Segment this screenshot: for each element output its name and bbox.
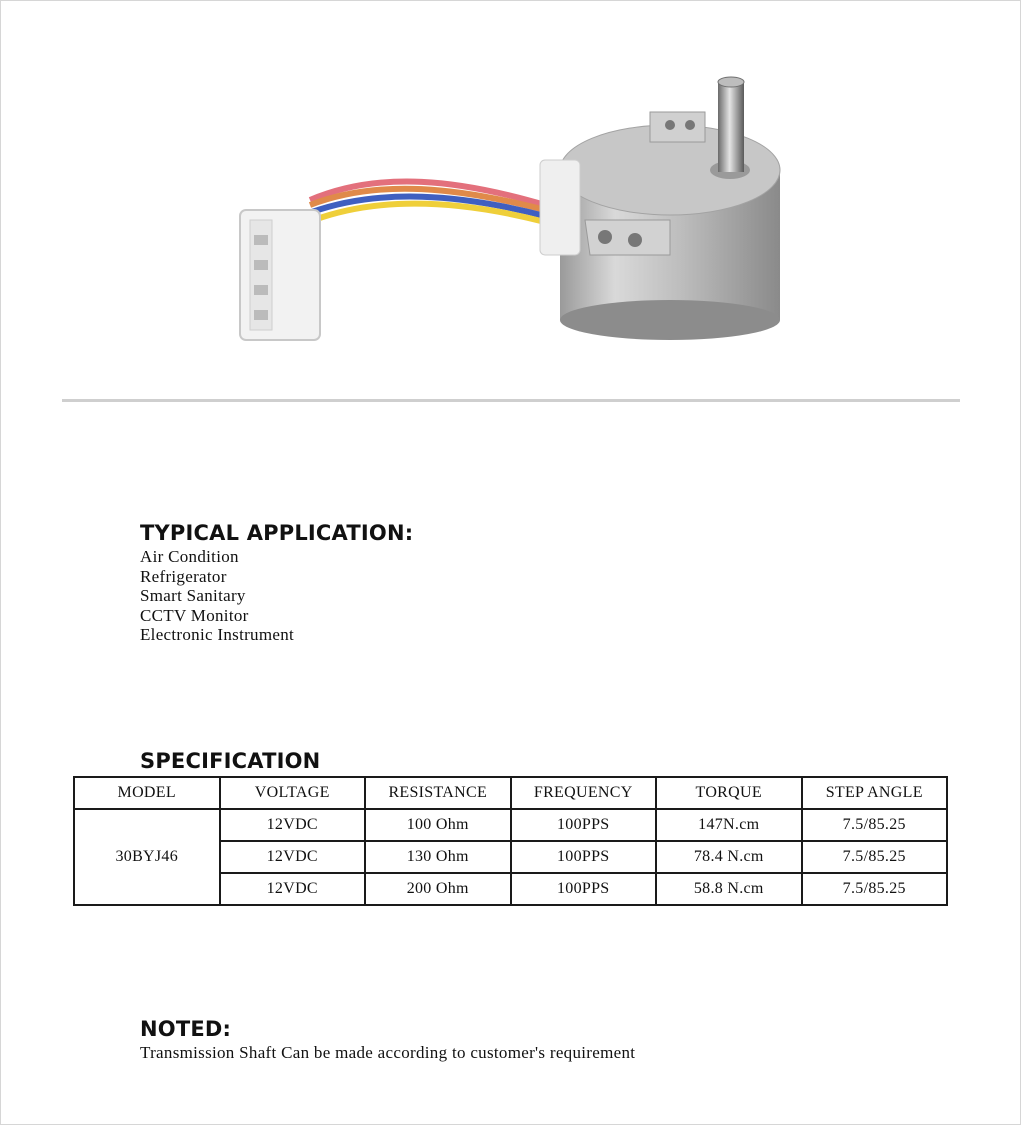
application-item: Smart Sanitary — [140, 586, 246, 605]
column-header-model: MODEL — [74, 777, 220, 809]
specification-table — [73, 776, 948, 906]
section-divider — [62, 399, 960, 402]
column-header-frequency: FREQUENCY — [511, 777, 657, 809]
model-cell: 30BYJ46 — [74, 809, 220, 905]
column-header-step-angle: STEP ANGLE — [802, 777, 948, 809]
resistance-cell: 130 Ohm — [365, 841, 511, 873]
step-angle-cell: 7.5/85.25 — [802, 873, 948, 905]
frequency-cell: 100PPS — [511, 873, 657, 905]
noted-text: Transmission Shaft Can be made according to customer's requirement — [140, 1043, 636, 1062]
torque-cell: 78.4 N.cm — [656, 841, 802, 873]
torque-cell: 58.8 N.cm — [656, 873, 802, 905]
stepper-motor-photo — [230, 70, 790, 350]
noted-heading: NOTED: — [140, 1017, 232, 1041]
application-item: Refrigerator — [140, 566, 227, 586]
specification-heading: SPECIFICATION — [140, 749, 321, 773]
application-item: Air Condition — [140, 547, 239, 566]
application-item: Electronic Instrument — [140, 625, 295, 644]
resistance-cell: 200 Ohm — [365, 873, 511, 905]
column-header-resistance: RESISTANCE — [365, 777, 511, 809]
voltage-cell: 12VDC — [220, 809, 366, 841]
step-angle-cell: 7.5/85.25 — [802, 841, 948, 873]
step-angle-cell: 7.5/85.25 — [802, 809, 948, 841]
voltage-cell: 12VDC — [220, 841, 366, 873]
voltage-cell: 12VDC — [220, 873, 366, 905]
frequency-cell: 100PPS — [511, 809, 657, 841]
torque-cell: 147N.cm — [656, 809, 802, 841]
resistance-cell: 100 Ohm — [365, 809, 511, 841]
column-header-voltage: VOLTAGE — [220, 777, 366, 809]
table-header-row — [74, 777, 947, 809]
typical-application-heading: TYPICAL APPLICATION: — [140, 521, 414, 545]
application-list — [140, 547, 294, 645]
column-header-torque: TORQUE — [656, 777, 802, 809]
application-item: CCTV Monitor — [140, 605, 249, 625]
frequency-cell: 100PPS — [511, 841, 657, 873]
table-row — [74, 809, 947, 841]
